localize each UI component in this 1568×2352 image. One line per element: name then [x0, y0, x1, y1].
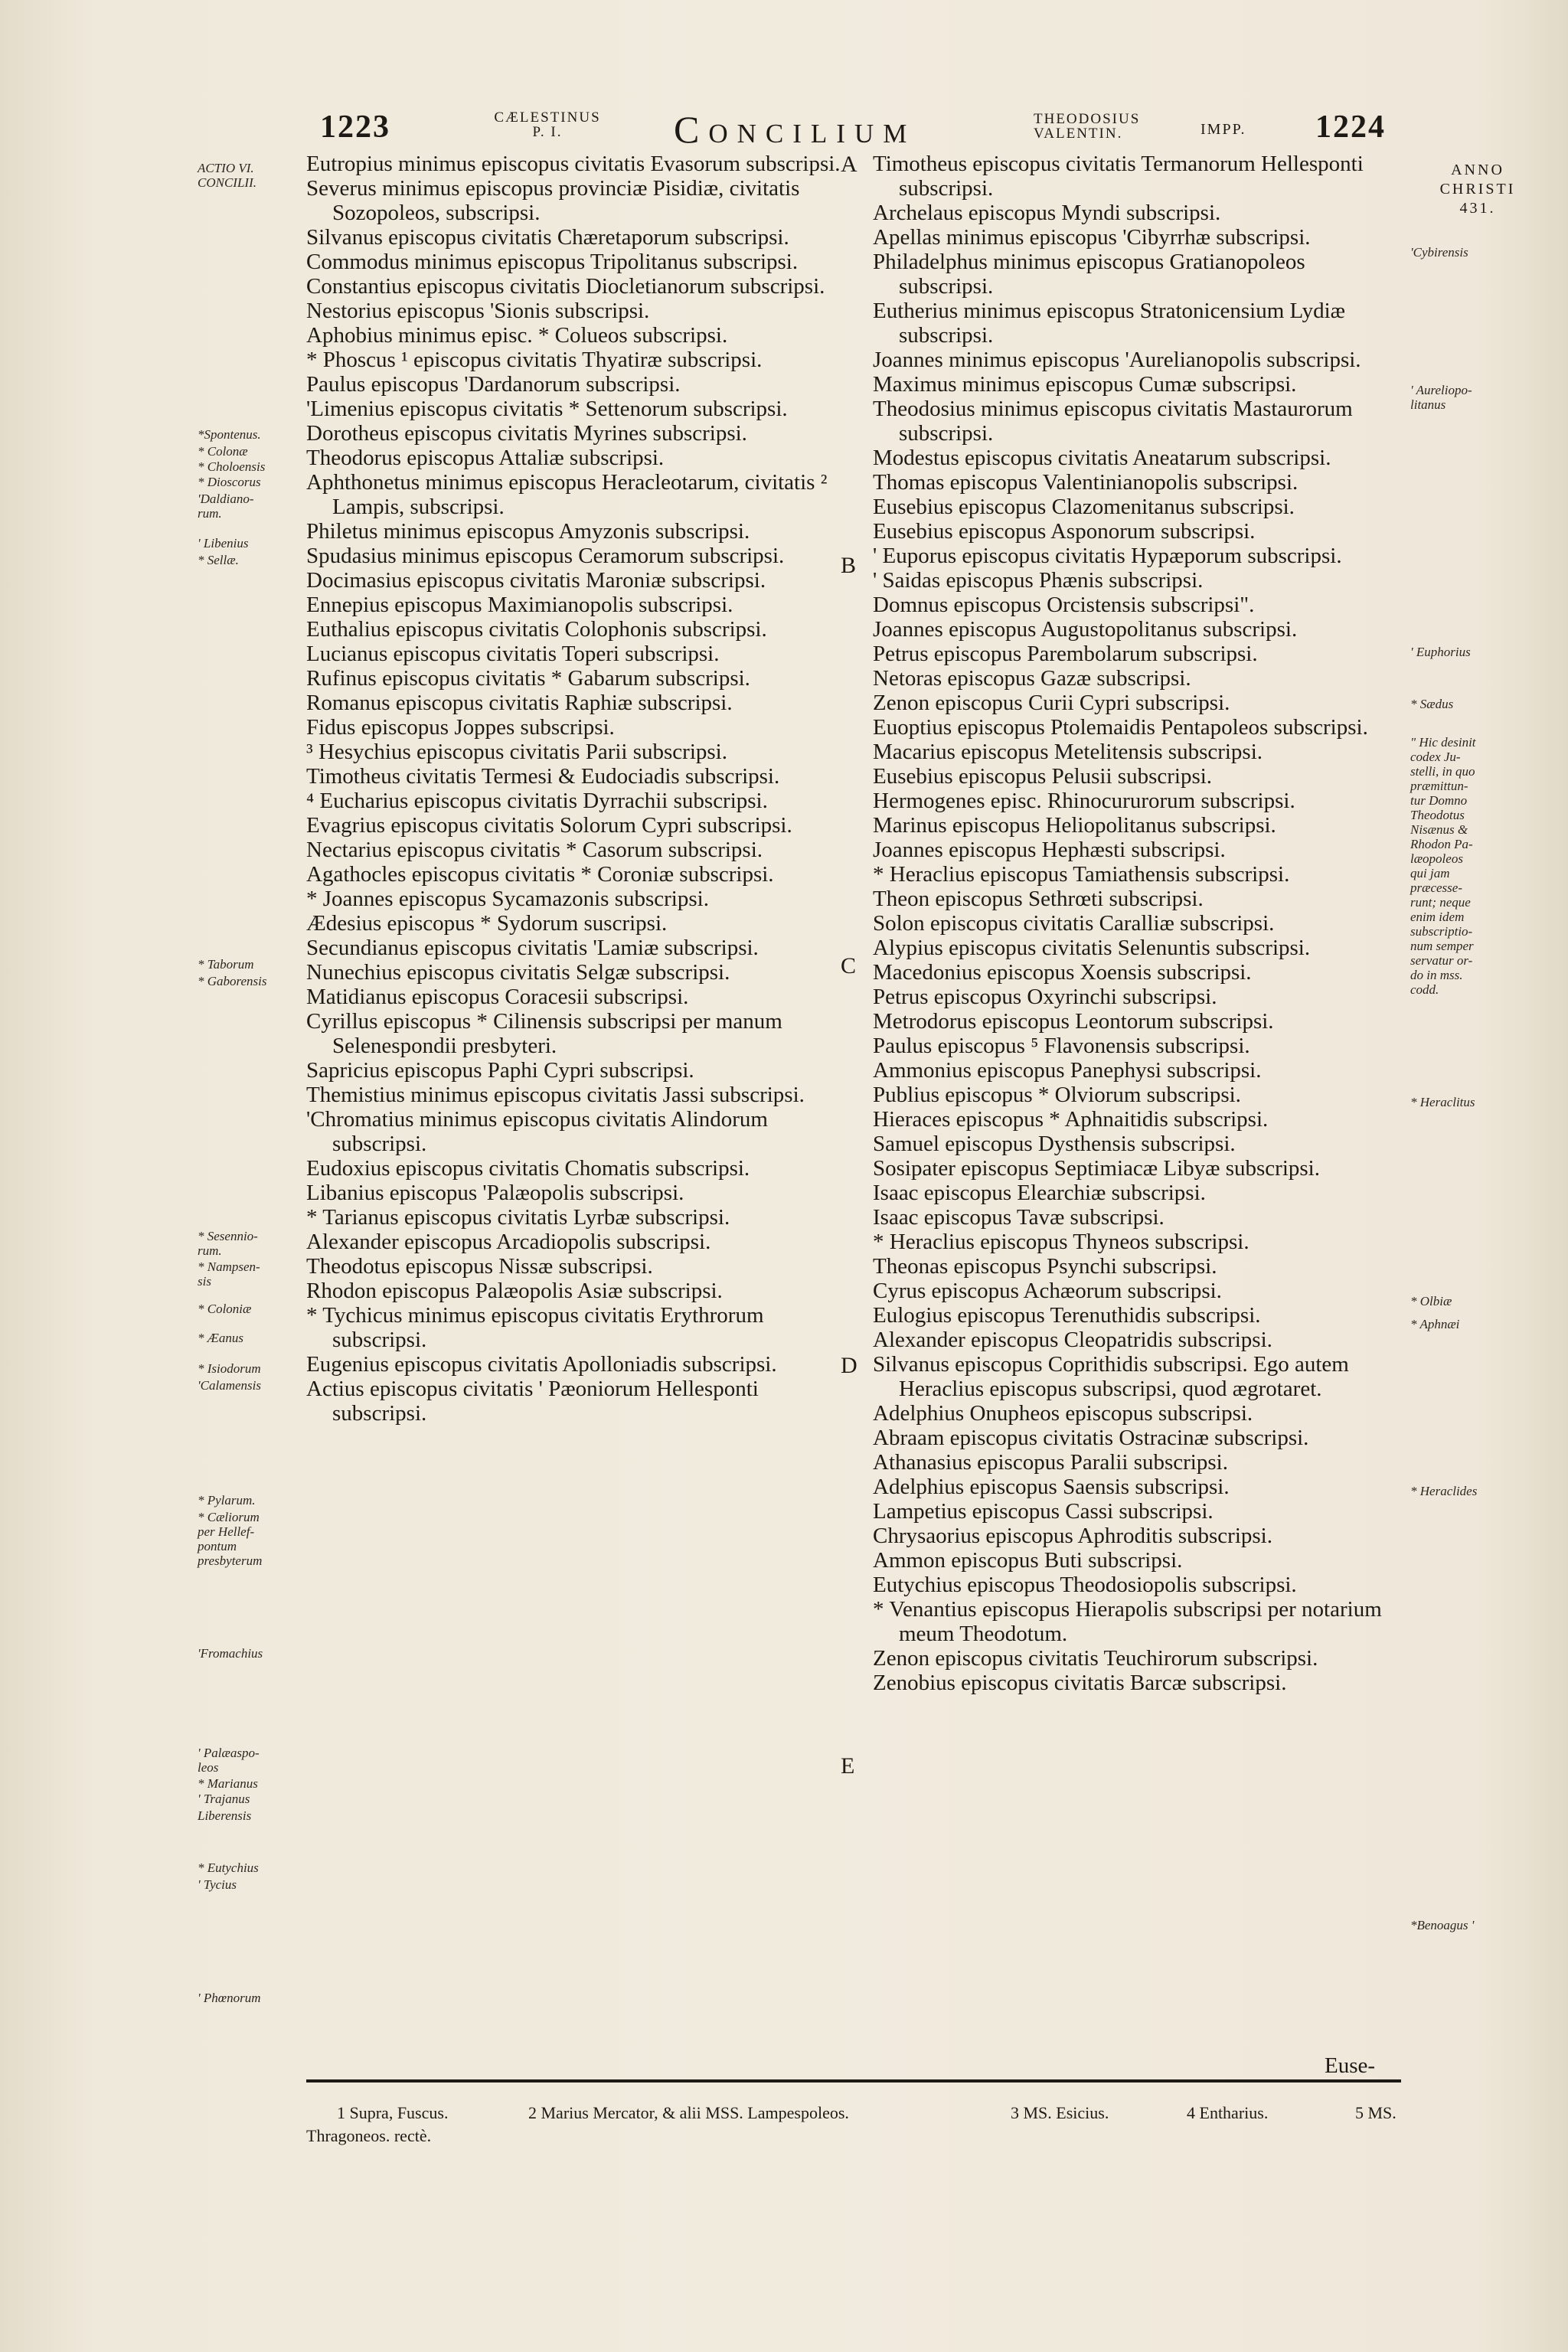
- subscription-entry: Cyrillus episcopus * Cilinensis subscripsi per manum Selenespondii presbyteri.: [306, 1009, 782, 1058]
- margin-note: [198, 1808, 305, 1823]
- margin-note-line: ' Aureliopo-: [1410, 383, 1472, 397]
- margin-note-line: rum.: [198, 1243, 222, 1258]
- margin-note-line: præcesse-: [1410, 880, 1462, 895]
- margin-note-line: læopoleos: [1410, 851, 1463, 866]
- footnote-1: 1 Supra, Fuscus.: [337, 2103, 449, 2122]
- subscription-entry: Cyrus episcopus Achæorum subscripsi.: [873, 1279, 1222, 1303]
- left-column: [306, 152, 842, 1426]
- footnote-1-continued: Thragoneos. rectè.: [306, 2126, 432, 2145]
- subscription-entry: * Heraclius episcopus Tamiathensis subscripsi.: [873, 862, 1290, 887]
- margin-note-line: qui jam: [1410, 866, 1450, 880]
- subscription-entry: Actius episcopus civitatis ' Pæoniorum Hellesponti subscripsi.: [306, 1377, 759, 1426]
- subscription-entry: Isaac episcopus Tavæ subscripsi.: [873, 1205, 1165, 1230]
- subscription-entry: Sapricius episcopus Paphi Cypri subscripsi.: [306, 1058, 694, 1083]
- header-emperor-2: VALENTIN.: [1034, 126, 1123, 142]
- subscription-entry: Theodosius minimus episcopus civitatis Mastaurorum subscripsi.: [873, 397, 1353, 446]
- margin-note-line: * Isiodorum: [198, 1361, 261, 1376]
- margin-note: [198, 536, 305, 550]
- subscription-entry: Zenon episcopus Curii Cypri subscripsi.: [873, 691, 1230, 715]
- subscription-entry: Nunechius episcopus civitatis Selgæ subscripsi.: [306, 960, 730, 985]
- margin-note-line: 'Cybirensis: [1410, 245, 1468, 260]
- footnote-rule: [306, 2079, 1401, 2082]
- subscription-entry: Domnus episcopus Orcistensis subscripsi".: [873, 593, 1255, 617]
- margin-note: [198, 1877, 305, 1892]
- subscription-entry: Chrysaorius episcopus Aphroditis subscripsi.: [873, 1524, 1272, 1548]
- subscription-entry: Joannes episcopus Hephæsti subscripsi.: [873, 838, 1226, 862]
- page-number-left: 1223: [320, 109, 390, 145]
- anno-christi: [1409, 161, 1547, 218]
- margin-note: [198, 957, 305, 972]
- subscription-entry: Ennepius episcopus Maximianopolis subscripsi.: [306, 593, 733, 617]
- subscription-entry: Rhodon episcopus Palæopolis Asiæ subscripsi.: [306, 1279, 723, 1303]
- margin-note-line: tur Domno: [1410, 793, 1468, 808]
- margin-note-line: stelli, in quo: [1410, 764, 1475, 779]
- subscription-entry: Alypius episcopus civitatis Selenuntis subscripsi.: [873, 936, 1311, 960]
- subscription-entry: Matidianus episcopus Coracesii subscripsi.: [306, 985, 689, 1009]
- margin-note: [1410, 245, 1556, 260]
- subscription-entry: Eugenius episcopus civitatis Apolloniadis subscripsi.: [306, 1352, 777, 1377]
- subscription-entry: ³ Hesychius episcopus civitatis Parii subscripsi.: [306, 740, 727, 764]
- subscription-entry: Publius episcopus * Olviorum subscripsi.: [873, 1083, 1241, 1107]
- subscription-entry: Constantius episcopus civitatis Diocletianorum subscripsi.: [306, 274, 825, 299]
- margin-note: [198, 444, 305, 459]
- margin-note-line: * Aphnæi: [1410, 1317, 1460, 1331]
- subscription-entry: Eusebius episcopus Asponorum subscripsi.: [873, 519, 1256, 544]
- subscription-entry: Themistius minimus episcopus civitatis Jassi subscripsi.: [306, 1083, 805, 1107]
- margin-note-line: * Gaborensis: [198, 974, 267, 988]
- header-title: Concilium: [674, 108, 916, 151]
- subscription-entry: Dorotheus episcopus civitatis Myrines subscripsi.: [306, 421, 747, 446]
- subscription-entry: Sosipater episcopus Septimiacæ Libyæ subscripsi.: [873, 1156, 1320, 1181]
- margin-note-line: * Choloensis: [198, 459, 266, 474]
- subscription-entry: Marinus episcopus Heliopolitanus subscripsi.: [873, 813, 1276, 838]
- subscription-entry: Severus minimus episcopus provinciæ Pisidiæ, civitatis Sozopoleos, subscripsi.: [306, 176, 800, 225]
- right-column: [873, 152, 1401, 1695]
- margin-note-line: * Marianus: [198, 1776, 258, 1791]
- margin-note: [1410, 1294, 1556, 1308]
- margin-note-line: CONCILII.: [198, 175, 256, 190]
- header-pope: [459, 110, 635, 139]
- subscription-entry: Adelphius Onupheos episcopus subscripsi.: [873, 1401, 1253, 1426]
- section-letter-d: D: [841, 1353, 858, 1378]
- subscription-entry: ' Saidas episcopus Phænis subscripsi.: [873, 568, 1204, 593]
- subscription-entry: Hermogenes episc. Rhinocururorum subscripsi.: [873, 789, 1295, 813]
- margin-note-line: ' Tycius: [198, 1877, 237, 1892]
- footnote-3: 3 MS. Esicius.: [1011, 2103, 1109, 2122]
- margin-note: [198, 1493, 305, 1508]
- margin-note: [198, 1792, 305, 1806]
- margin-note: [198, 1302, 305, 1316]
- margin-note-line: Theodotus: [1410, 808, 1465, 822]
- catchword: Euse-: [1325, 2053, 1376, 2078]
- subscription-entry: Aphthonetus minimus episcopus Heracleotarum, civitatis ² Lampis, subscripsi.: [306, 470, 828, 519]
- subscription-entry: Joannes minimus episcopus 'Aurelianopolis subscripsi.: [873, 348, 1361, 372]
- margin-note: [1410, 1484, 1556, 1498]
- margin-note: [198, 974, 305, 988]
- subscription-entry: Lampetius episcopus Cassi subscripsi.: [873, 1499, 1214, 1524]
- margin-note: [198, 1860, 305, 1875]
- margin-note-line: * Æanus: [198, 1331, 243, 1345]
- margin-note-line: ' Euphorius: [1410, 645, 1471, 659]
- margin-note-line: per Hellef-: [198, 1524, 255, 1539]
- margin-note-line: Rhodon Pa-: [1410, 837, 1473, 851]
- subscription-entry: Paulus episcopus 'Dardanorum subscripsi.: [306, 372, 681, 397]
- page-number-right: 1224: [1315, 109, 1386, 145]
- section-letter-b: B: [841, 553, 857, 578]
- header-emperor-1: THEODOSIUS: [1034, 111, 1141, 127]
- margin-note-line: * Cæliorum: [198, 1510, 260, 1524]
- subscription-entry: ' Euporus episcopus civitatis Hypæporum subscripsi.: [873, 544, 1342, 568]
- subscription-entry: Secundianus episcopus civitatis 'Lamiæ subscripsi.: [306, 936, 759, 960]
- margin-note-line: subscriptio-: [1410, 924, 1473, 939]
- anno-year: 431.: [1459, 200, 1496, 217]
- subscription-entry: Fidus episcopus Joppes subscripsi.: [306, 715, 615, 740]
- subscription-entry: Theodorus episcopus Attaliæ subscripsi.: [306, 446, 665, 470]
- margin-note-line: * Eutychius: [198, 1860, 259, 1875]
- margin-note: [1410, 1317, 1556, 1331]
- margin-note-line: * Colonæ: [198, 444, 248, 459]
- subscription-entry: Aphobius minimus episc. * Colueos subscripsi.: [306, 323, 728, 348]
- margin-note: [198, 1378, 305, 1393]
- margin-note: [1410, 1095, 1556, 1109]
- subscription-entry: Philadelphus minimus episcopus Gratianopoleos subscripsi.: [873, 250, 1305, 299]
- subscription-entry: Petrus episcopus Parembolarum subscripsi.: [873, 642, 1258, 666]
- subscription-entry: Eusebius episcopus Pelusii subscripsi.: [873, 764, 1213, 789]
- margin-note: [1410, 645, 1556, 659]
- footnote-5: 5 MS.: [1355, 2103, 1396, 2122]
- margin-note-line: * Heraclides: [1410, 1484, 1478, 1498]
- subscription-entry: Joannes episcopus Augustopolitanus subscripsi.: [873, 617, 1298, 642]
- margin-note: [198, 1510, 305, 1568]
- subscription-entry: Docimasius episcopus civitatis Maroniæ subscripsi.: [306, 568, 766, 593]
- subscription-entry: Theon episcopus Sethrœti subscripsi.: [873, 887, 1204, 911]
- header-emperors: [1034, 112, 1194, 141]
- margin-note-line: " Hic desinit: [1410, 735, 1476, 750]
- subscription-entry: 'Limenius episcopus civitatis * Settenorum subscripsi.: [306, 397, 788, 421]
- section-letter-a: A: [841, 152, 858, 177]
- margin-note: [198, 459, 305, 474]
- margin-note-line: codex Ju-: [1410, 750, 1461, 764]
- subscription-entry: Netoras episcopus Gazæ subscripsi.: [873, 666, 1191, 691]
- subscription-entry: Zenon episcopus civitatis Teuchirorum subscripsi.: [873, 1646, 1318, 1671]
- margin-note: [198, 161, 305, 190]
- subscription-entry: Eutychius episcopus Theodosiopolis subscripsi.: [873, 1573, 1297, 1597]
- margin-note-line: litanus: [1410, 397, 1446, 412]
- margin-note-line: runt; neque: [1410, 895, 1471, 910]
- subscription-entry: ⁴ Eucharius episcopus civitatis Dyrrachii subscripsi.: [306, 789, 768, 813]
- margin-note-line: 'Daldiano-: [198, 492, 254, 506]
- margin-note-line: * Sesennio-: [198, 1229, 258, 1243]
- subscription-entry: Eutherius minimus episcopus Stratonicensium Lydiæ subscripsi.: [873, 299, 1346, 348]
- subscription-entry: * Heraclius episcopus Thyneos subscripsi.: [873, 1230, 1250, 1254]
- subscription-entry: Adelphius episcopus Saensis subscripsi.: [873, 1475, 1230, 1499]
- subscription-entry: Commodus minimus episcopus Tripolitanus subscripsi.: [306, 250, 799, 274]
- subscription-entry: Modestus episcopus civitatis Aneatarum subscripsi.: [873, 446, 1331, 470]
- margin-note-line: *Spontenus.: [198, 427, 261, 442]
- subscription-entry: Alexander episcopus Cleopatridis subscripsi.: [873, 1328, 1272, 1352]
- margin-note-line: ' Libenius: [198, 536, 249, 550]
- subscription-entry: Archelaus episcopus Myndi subscripsi.: [873, 201, 1221, 225]
- margin-note-line: * Coloniæ: [198, 1302, 252, 1316]
- subscription-entry: Lucianus episcopus civitatis Toperi subscripsi.: [306, 642, 720, 666]
- margin-note: [198, 1646, 305, 1661]
- margin-note-line: Nisænus &: [1410, 822, 1468, 837]
- margin-note: [1410, 735, 1556, 997]
- subscription-entry: Thomas episcopus Valentinianopolis subscripsi.: [873, 470, 1298, 495]
- margin-note-line: * Dioscorus: [198, 475, 261, 489]
- subscription-entry: Agathocles episcopus civitatis * Coroniæ subscripsi.: [306, 862, 774, 887]
- subscription-entry: Solon episcopus civitatis Caralliæ subscripsi.: [873, 911, 1275, 936]
- subscription-entry: Abraam episcopus civitatis Ostracinæ subscripsi.: [873, 1426, 1309, 1450]
- subscription-entry: Eulogius episcopus Terenuthidis subscripsi.: [873, 1303, 1261, 1328]
- margin-note-line: rum.: [198, 506, 222, 521]
- margin-note-line: ACTIO VI.: [198, 161, 254, 175]
- subscription-entry: Apellas minimus episcopus 'Cibyrrhæ subscripsi.: [873, 225, 1311, 250]
- subscription-entry: Paulus episcopus ⁵ Flavonensis subscripsi.: [873, 1034, 1250, 1058]
- margin-note: [198, 1259, 305, 1289]
- margin-note-line: presbyterum: [198, 1553, 263, 1568]
- footnote-2: 2 Marius Mercator, & alii MSS. Lampespoleos.: [528, 2103, 849, 2122]
- subscription-entry: Ammon episcopus Buti subscripsi.: [873, 1548, 1183, 1573]
- subscription-entry: Rufinus episcopus civitatis * Gabarum subscripsi.: [306, 666, 750, 691]
- subscription-entry: Philetus minimus episcopus Amyzonis subscripsi.: [306, 519, 750, 544]
- subscription-entry: Macarius episcopus Metelitensis subscripsi.: [873, 740, 1263, 764]
- margin-note-line: * Nampsen-: [198, 1259, 260, 1274]
- subscription-entry: * Tychicus minimus episcopus civitatis Erythrorum subscripsi.: [306, 1303, 764, 1352]
- subscription-entry: Athanasius episcopus Paralii subscripsi.: [873, 1450, 1228, 1475]
- margin-note: [198, 475, 305, 489]
- subscription-entry: Silvanus episcopus Coprithidis subscripsi. Ego autem Heraclius episcopus subscripsi, quod ægrotaret.: [873, 1352, 1349, 1401]
- subscription-entry: Hieraces episcopus * Aphnaitidis subscripsi.: [873, 1107, 1269, 1132]
- subscription-entry: Libanius episcopus 'Palæopolis subscripsi.: [306, 1181, 684, 1205]
- margin-note-line: pontum: [198, 1539, 237, 1553]
- subscription-entry: Spudasius minimus episcopus Ceramorum subscripsi.: [306, 544, 785, 568]
- margin-note-line: ' Palæaspo-: [198, 1746, 260, 1760]
- subscription-entry: Eusebius episcopus Clazomenitanus subscripsi.: [873, 495, 1295, 519]
- margin-note: [198, 1361, 305, 1376]
- margin-note-line: 'Fromachius: [198, 1646, 263, 1661]
- subscription-entry: Eutropius minimus episcopus civitatis Evasorum subscripsi.: [306, 152, 841, 176]
- margin-note-line: Liberensis: [198, 1808, 252, 1823]
- margin-note-line: enim idem: [1410, 910, 1465, 924]
- subscription-entry: Eudoxius episcopus civitatis Chomatis subscripsi.: [306, 1156, 750, 1181]
- subscription-entry: 'Chromatius minimus episcopus civitatis Alindorum subscripsi.: [306, 1107, 768, 1156]
- margin-note: [198, 492, 305, 521]
- subscription-entry: Ammonius episcopus Panephysi subscripsi.: [873, 1058, 1262, 1083]
- footnote-4: 4 Entharius.: [1187, 2103, 1269, 2122]
- subscription-entry: Zenobius episcopus civitatis Barcæ subscripsi.: [873, 1671, 1287, 1695]
- margin-note: [1410, 1918, 1556, 1932]
- subscription-entry: Timotheus civitatis Termesi & Eudociadis subscripsi.: [306, 764, 780, 789]
- subscription-entry: Theodotus episcopus Nissæ subscripsi.: [306, 1254, 653, 1279]
- subscription-entry: * Joannes episcopus Sycamazonis subscripsi.: [306, 887, 709, 911]
- subscription-entry: * Venantius episcopus Hierapolis subscripsi per notarium meum Theodotum.: [873, 1597, 1382, 1646]
- margin-note: [198, 427, 305, 442]
- margin-note: [1410, 383, 1556, 412]
- margin-note: [198, 1991, 305, 2005]
- anno-label: ANNO: [1451, 162, 1504, 178]
- margin-note: [198, 553, 305, 567]
- subscription-entry: Samuel episcopus Dysthensis subscripsi.: [873, 1132, 1236, 1156]
- margin-note: [198, 1229, 305, 1258]
- margin-note-line: * Sædus: [1410, 697, 1454, 711]
- subscription-entry: Maximus minimus episcopus Cumæ subscripsi.: [873, 372, 1297, 397]
- subscription-entry: Euthalius episcopus civitatis Colophonis subscripsi.: [306, 617, 767, 642]
- subscription-entry: Euoptius episcopus Ptolemaidis Pentapoleos subscripsi.: [873, 715, 1368, 740]
- margin-note-line: sis: [198, 1274, 211, 1289]
- subscription-entry: Evagrius episcopus civitatis Solorum Cypri subscripsi.: [306, 813, 792, 838]
- subscription-entry: Alexander episcopus Arcadiopolis subscripsi.: [306, 1230, 711, 1254]
- subscription-entry: Macedonius episcopus Xoensis subscripsi.: [873, 960, 1252, 985]
- subscription-entry: * Tarianus episcopus civitatis Lyrbæ subscripsi.: [306, 1205, 730, 1230]
- margin-note-line: codd.: [1410, 982, 1439, 997]
- margin-note-line: *Benoagus ': [1410, 1918, 1475, 1932]
- subscription-entry: Petrus episcopus Oxyrinchi subscripsi.: [873, 985, 1217, 1009]
- margin-note-line: ' Phœnorum: [198, 1991, 261, 2005]
- subscription-entry: Nestorius episcopus 'Sionis subscripsi.: [306, 299, 650, 323]
- margin-note-line: num semper: [1410, 939, 1474, 953]
- margin-note-line: * Taborum: [198, 957, 254, 972]
- margin-note-line: * Heraclitus: [1410, 1095, 1475, 1109]
- margin-note-line: ' Trajanus: [198, 1792, 250, 1806]
- subscription-entry: Theonas episcopus Psynchi subscripsi.: [873, 1254, 1217, 1279]
- subscription-entry: Ædesius episcopus * Sydorum suscripsi.: [306, 911, 668, 936]
- margin-note-line: * Sellæ.: [198, 553, 239, 567]
- margin-note-line: * Pylarum.: [198, 1493, 256, 1508]
- subscription-entry: Nectarius episcopus civitatis * Casorum subscripsi.: [306, 838, 763, 862]
- header-impp: IMPP.: [1200, 121, 1246, 138]
- subscription-entry: Timotheus episcopus civitatis Termanorum Hellesponti subscripsi.: [873, 152, 1364, 201]
- subscription-entry: Metrodorus episcopus Leontorum subscripsi.: [873, 1009, 1274, 1034]
- header-pope-number: P. I.: [532, 124, 563, 140]
- header-pope-name: CÆLESTINUS: [494, 109, 601, 126]
- margin-note-line: servatur or-: [1410, 953, 1473, 968]
- margin-note-line: præmittun-: [1410, 779, 1468, 793]
- margin-note-line: do in mss.: [1410, 968, 1463, 982]
- section-letter-e: E: [841, 1753, 855, 1779]
- subscription-entry: Romanus episcopus civitatis Raphiæ subscripsi.: [306, 691, 733, 715]
- christi-label: CHRISTI: [1439, 181, 1516, 198]
- margin-note-line: * Olbiæ: [1410, 1294, 1452, 1308]
- margin-note: [198, 1746, 305, 1775]
- subscription-entry: * Phoscus ¹ episcopus civitatis Thyatiræ subscripsi.: [306, 348, 763, 372]
- margin-note: [198, 1331, 305, 1345]
- subscription-entry: Isaac episcopus Elearchiæ subscripsi.: [873, 1181, 1206, 1205]
- margin-note: [1410, 697, 1556, 711]
- section-letter-c: C: [841, 953, 857, 978]
- margin-note-line: leos: [198, 1760, 219, 1775]
- margin-note-line: 'Calamensis: [198, 1378, 261, 1393]
- subscription-entry: Silvanus episcopus civitatis Chæretaporum subscripsi.: [306, 225, 789, 250]
- margin-note: [198, 1776, 305, 1791]
